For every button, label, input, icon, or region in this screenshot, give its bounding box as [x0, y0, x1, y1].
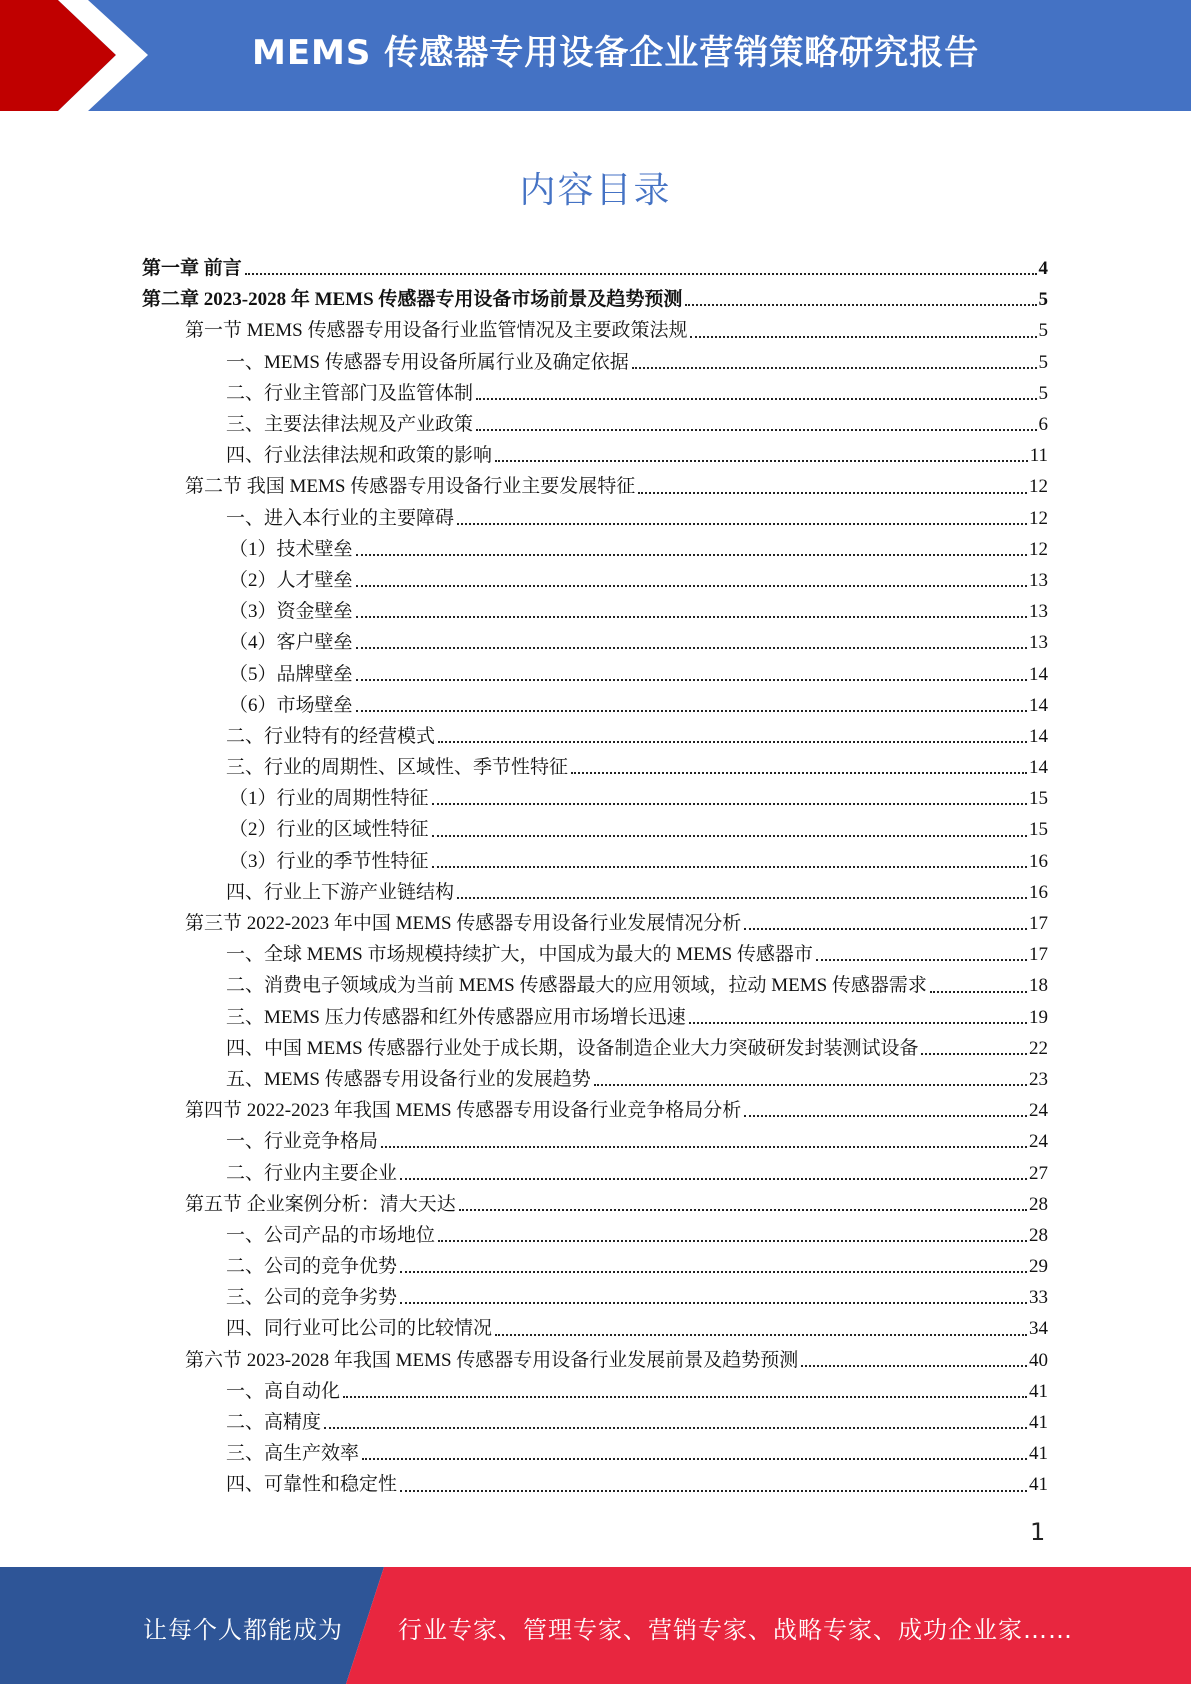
toc-entry-page: 12 [1029, 507, 1048, 529]
toc-entry[interactable] [0, 378, 1191, 409]
toc-leader-dots [381, 1146, 1027, 1148]
toc-entry-page: 41 [1029, 1474, 1048, 1496]
toc-entry-page: 22 [1029, 1037, 1048, 1059]
toc-leader-dots [432, 835, 1027, 837]
toc-entry-label: 三、行业的周期性、区域性、季节性特征 [226, 757, 569, 779]
toc-entry[interactable] [0, 877, 1191, 908]
toc-entry-label: 二、行业内主要企业 [226, 1162, 398, 1184]
toc-leader-dots [921, 1053, 1027, 1055]
toc-entry-label: 四、同行业可比公司的比较情况 [226, 1318, 493, 1340]
toc-entry-page: 16 [1029, 850, 1048, 872]
toc-entry[interactable] [0, 503, 1191, 534]
toc-entry[interactable] [0, 534, 1191, 565]
toc-leader-dots [816, 959, 1027, 961]
toc-entry-page: 11 [1029, 445, 1048, 467]
toc-entry-page: 13 [1029, 632, 1048, 654]
toc-leader-dots [744, 1115, 1027, 1117]
toc-leader-dots [400, 1178, 1027, 1180]
toc-entry-label: 一、进入本行业的主要障碍 [226, 507, 455, 529]
toc-entry-page: 18 [1029, 975, 1048, 997]
toc-leader-dots [930, 991, 1027, 993]
toc-entry[interactable] [0, 814, 1191, 845]
page-number: 1 [1030, 1518, 1046, 1546]
toc-entry-label: 一、MEMS 传感器专用设备所属行业及确定依据 [226, 351, 629, 373]
toc-entry[interactable] [0, 253, 1191, 284]
toc-entry-label: （3）行业的季节性特征 [229, 850, 429, 872]
toc-leader-dots [457, 897, 1027, 899]
toc-leader-dots [432, 803, 1027, 805]
toc-entry-page: 12 [1029, 538, 1048, 560]
toc-entry-label: 五、MEMS 传感器专用设备行业的发展趋势 [226, 1068, 591, 1090]
toc-entry-label: （3）资金壁垒 [229, 601, 353, 623]
toc-entry[interactable] [0, 596, 1191, 627]
toc-leader-dots [495, 1334, 1027, 1336]
toc-entry[interactable] [0, 347, 1191, 378]
toc-leader-dots [356, 554, 1027, 556]
toc-entry-label: （5）品牌壁垒 [229, 663, 353, 685]
toc-entry-page: 40 [1029, 1349, 1048, 1371]
toc-entry[interactable] [0, 908, 1191, 939]
toc-entry-page: 33 [1029, 1287, 1048, 1309]
toc-entry[interactable] [0, 471, 1191, 502]
toc-entry[interactable] [0, 1220, 1191, 1251]
toc-leader-dots [690, 336, 1036, 338]
toc-leader-dots [356, 647, 1027, 649]
toc-leader-dots [801, 1365, 1027, 1367]
toc-entry[interactable] [0, 565, 1191, 596]
toc-entry[interactable] [0, 440, 1191, 471]
toc-entry-label: 四、中国 MEMS 传感器行业处于成长期，设备制造企业大力突破研发封装测试设备 [226, 1037, 919, 1059]
toc-leader-dots [744, 928, 1027, 930]
toc-entry-label: 三、高生产效率 [226, 1443, 360, 1465]
toc-entry-page: 41 [1029, 1412, 1048, 1434]
toc-entry-label: 四、可靠性和稳定性 [226, 1474, 398, 1496]
toc-leader-dots [324, 1427, 1027, 1429]
toc-entry[interactable] [0, 1126, 1191, 1157]
toc-entry[interactable] [0, 1376, 1191, 1407]
toc-leader-dots [476, 398, 1036, 400]
toc-entry-label: 三、MEMS 压力传感器和红外传感器应用市场增长迅速 [226, 1006, 686, 1028]
toc-entry-page: 12 [1029, 476, 1048, 498]
toc-entry-page: 15 [1029, 788, 1048, 810]
toc-title: 内容目录 [519, 170, 672, 211]
toc-entry[interactable] [0, 1002, 1191, 1033]
toc-entry-page: 34 [1029, 1318, 1048, 1340]
toc-entry[interactable] [0, 939, 1191, 970]
header-banner [0, 0, 1191, 111]
footer-slogan-left: 让每个人都能成为 [143, 1616, 343, 1644]
toc-entry-label: 二、消费电子领域成为当前 MEMS 传感器最大的应用领域，拉动 MEMS 传感器需求 [226, 975, 927, 997]
toc-leader-dots [459, 1209, 1027, 1211]
toc-leader-dots [245, 273, 1037, 275]
toc-entry-page: 4 [1038, 258, 1048, 280]
toc-entry[interactable] [0, 721, 1191, 752]
toc-entry-label: （1）技术壁垒 [229, 538, 353, 560]
toc-entry-page: 17 [1029, 913, 1048, 935]
toc-entry[interactable] [0, 1345, 1191, 1376]
toc-entry-label: （1）行业的周期性特征 [229, 788, 429, 810]
toc-entry-label: 第一章 前言 [142, 258, 242, 280]
toc-entry[interactable] [0, 1438, 1191, 1469]
toc-entry-label: 第二节 我国 MEMS 传感器专用设备行业主要发展特征 [185, 476, 636, 498]
toc-entry[interactable] [0, 1469, 1191, 1500]
toc-entry-label: 三、主要法律法规及产业政策 [226, 414, 474, 436]
toc-entry[interactable] [0, 284, 1191, 315]
toc-entry[interactable] [0, 627, 1191, 658]
footer-banner [0, 1567, 1191, 1684]
toc-entry[interactable] [0, 1095, 1191, 1126]
toc-entry-page: 13 [1029, 569, 1048, 591]
toc-leader-dots [457, 523, 1027, 525]
toc-entry-page: 24 [1029, 1100, 1048, 1122]
toc-entry-label: 一、全球 MEMS 市场规模持续扩大，中国成为最大的 MEMS 传感器市 [226, 944, 813, 966]
toc-entry-page: 19 [1029, 1006, 1048, 1028]
toc-leader-dots [400, 1271, 1027, 1273]
toc-leader-dots [356, 710, 1027, 712]
toc-leader-dots [400, 1490, 1027, 1492]
toc-entry-page: 5 [1038, 320, 1048, 342]
toc-entry-label: 一、高自动化 [226, 1380, 341, 1402]
toc-entry-page: 41 [1029, 1443, 1048, 1465]
toc-entry-label: （2）人才壁垒 [229, 569, 353, 591]
toc-entry-label: 四、行业上下游产业链结构 [226, 881, 455, 903]
toc-entry-label: 二、行业主管部门及监管体制 [226, 382, 474, 404]
toc-leader-dots [571, 772, 1027, 774]
toc-entry-label: 三、公司的竞争劣势 [226, 1287, 398, 1309]
toc-entry-label: 第一节 MEMS 传感器专用设备行业监管情况及主要政策法规 [185, 320, 688, 342]
toc-entry-page: 27 [1029, 1162, 1048, 1184]
toc-entry[interactable] [0, 1033, 1191, 1064]
table-of-contents [0, 253, 1191, 1501]
toc-leader-dots [356, 616, 1027, 618]
toc-entry-label: 一、行业竞争格局 [226, 1131, 379, 1153]
toc-entry[interactable] [0, 783, 1191, 814]
toc-entry-page: 5 [1038, 382, 1048, 404]
toc-entry-page: 28 [1029, 1224, 1048, 1246]
toc-entry[interactable] [0, 1282, 1191, 1313]
toc-leader-dots [432, 866, 1027, 868]
toc-entry-page: 23 [1029, 1068, 1048, 1090]
toc-entry-label: 第二章 2023-2028 年 MEMS 传感器专用设备市场前景及趋势预测 [142, 289, 683, 311]
toc-entry[interactable] [0, 1064, 1191, 1095]
toc-leader-dots [685, 304, 1036, 306]
footer-slogan-right: 行业专家、管理专家、营销专家、战略专家、成功企业家…… [398, 1616, 1073, 1644]
toc-entry-label: （2）行业的区域性特征 [229, 819, 429, 841]
toc-entry[interactable] [0, 1251, 1191, 1282]
toc-leader-dots [594, 1084, 1027, 1086]
toc-leader-dots [343, 1396, 1027, 1398]
toc-leader-dots [362, 1458, 1027, 1460]
toc-entry-page: 14 [1029, 663, 1048, 685]
toc-entry-label: 第四节 2022-2023 年我国 MEMS 传感器专用设备行业竞争格局分析 [185, 1100, 742, 1122]
toc-entry-page: 17 [1029, 944, 1048, 966]
report-title: MEMS 传感器专用设备企业营销策略研究报告 [252, 33, 980, 73]
toc-entry[interactable] [0, 409, 1191, 440]
toc-entry[interactable] [0, 846, 1191, 877]
toc-entry-label: 一、公司产品的市场地位 [226, 1224, 436, 1246]
toc-entry[interactable] [0, 690, 1191, 721]
toc-entry[interactable] [0, 315, 1191, 346]
toc-entry-page: 16 [1029, 881, 1048, 903]
toc-entry-page: 14 [1029, 694, 1048, 716]
toc-entry-page: 13 [1029, 601, 1048, 623]
toc-leader-dots [356, 679, 1027, 681]
toc-entry-label: 第五节 企业案例分析：清大天达 [185, 1193, 456, 1215]
toc-leader-dots [438, 741, 1027, 743]
toc-entry-label: 第六节 2023-2028 年我国 MEMS 传感器专用设备行业发展前景及趋势预测 [185, 1349, 799, 1371]
toc-leader-dots [356, 585, 1027, 587]
toc-leader-dots [689, 1022, 1027, 1024]
toc-entry[interactable] [0, 1407, 1191, 1438]
toc-entry-page: 28 [1029, 1193, 1048, 1215]
toc-entry[interactable] [0, 658, 1191, 689]
toc-leader-dots [632, 367, 1037, 369]
toc-leader-dots [400, 1302, 1027, 1304]
toc-entry-page: 5 [1038, 351, 1048, 373]
toc-entry-page: 15 [1029, 819, 1048, 841]
toc-entry[interactable] [0, 1157, 1191, 1188]
toc-entry[interactable] [0, 1189, 1191, 1220]
toc-entry[interactable] [0, 970, 1191, 1001]
toc-leader-dots [438, 1240, 1027, 1242]
toc-entry-label: （6）市场壁垒 [229, 694, 353, 716]
toc-entry-page: 6 [1038, 414, 1048, 436]
toc-entry[interactable] [0, 1313, 1191, 1344]
toc-entry-label: 二、行业特有的经营模式 [226, 725, 436, 747]
toc-leader-dots [476, 429, 1036, 431]
toc-entry-label: 二、公司的竞争优势 [226, 1256, 398, 1278]
toc-entry-label: 第三节 2022-2023 年中国 MEMS 传感器专用设备行业发展情况分析 [185, 913, 742, 935]
toc-entry[interactable] [0, 752, 1191, 783]
toc-entry-label: （4）客户壁垒 [229, 632, 353, 654]
toc-entry-page: 41 [1029, 1380, 1048, 1402]
toc-entry-page: 29 [1029, 1256, 1048, 1278]
toc-entry-page: 14 [1029, 725, 1048, 747]
toc-entry-page: 24 [1029, 1131, 1048, 1153]
toc-leader-dots [495, 460, 1028, 462]
toc-leader-dots [638, 492, 1027, 494]
toc-entry-label: 四、行业法律法规和政策的影响 [226, 445, 493, 467]
toc-entry-label: 二、高精度 [226, 1412, 322, 1434]
toc-entry-page: 14 [1029, 757, 1048, 779]
toc-entry-page: 5 [1038, 289, 1048, 311]
